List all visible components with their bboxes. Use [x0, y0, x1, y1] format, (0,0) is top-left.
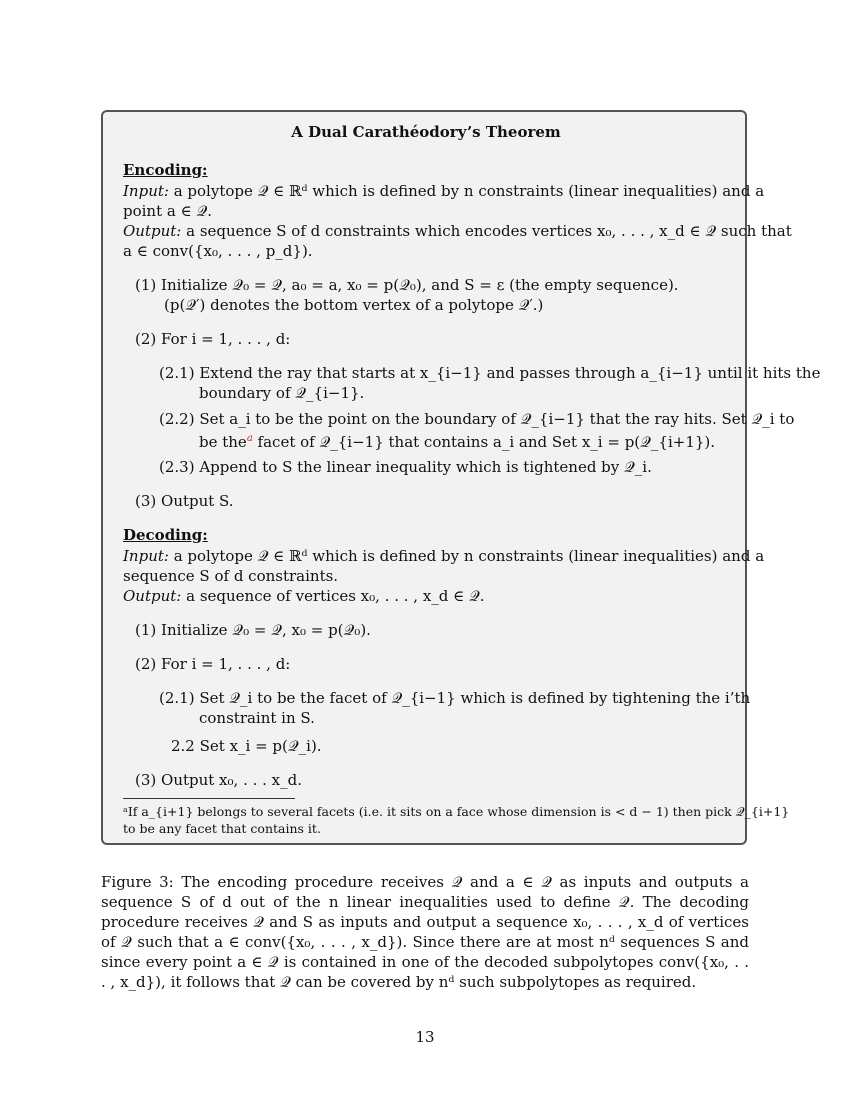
figure-caption: Figure 3: The encoding procedure receives 𝒬 and a ∈ 𝒬 as inputs and outputs a sequence S of d out of the n linear inequalities used to define 𝒬. The decoding procedure receives 𝒬 and S as inputs and output a sequence x₀, . . . , x_d of vertices of 𝒬 such that a ∈ conv({x₀, . . . , x_d}). Since there are at most nᵈ sequences S and since every point a ∈ 𝒬 is contained in one of the decoded subpolytopes conv({x₀, . . . , x_d}), it follows that 𝒬 can be covered by nᵈ such subpolytopes as required. — [101, 873, 749, 991]
box-title: A Dual Carathéodory’s Theorem — [291, 123, 561, 141]
footnote-rule — [123, 798, 295, 799]
decoding-step-2-2: 2.2 Set x_i = p(𝒬_i). — [171, 737, 322, 755]
algorithm-box — [101, 110, 821, 845]
decoding-output-label: Output: — [123, 587, 182, 605]
decoding-output-line-1 — [123, 586, 485, 606]
encoding-output-label: Output: — [123, 222, 182, 240]
decoding-input-label: Input: — [123, 547, 169, 565]
encoding-step-2-2b — [199, 429, 715, 452]
encoding-step-1a: (1) Initialize 𝒬₀ = 𝒬, a₀ = a, x₀ = p(𝒬₀), and S = ε (the empty sequence). — [135, 276, 679, 294]
decoding-step-2-1b: constraint in S. — [199, 709, 315, 727]
encoding-step-1b: (p(𝒬′) denotes the bottom vertex of a polytope 𝒬′.) — [164, 296, 544, 314]
decoding-output-text-1: a sequence of vertices x₀, . . . , x_d ∈ 𝒬. — [181, 587, 485, 605]
page-number: 13 — [415, 1028, 435, 1046]
encoding-step-2-3: (2.3) Append to S the linear inequality which is tightened by 𝒬_i. — [159, 458, 652, 476]
decoding-step-2: (2) For i = 1, . . . , d: — [135, 655, 291, 673]
decoding-input-text-1: a polytope 𝒬 ∈ ℝᵈ which is defined by n constraints (linear inequalities) and a — [168, 547, 765, 565]
encoding-output-text-2: a ∈ conv({x₀, . . . , p_d}). — [123, 242, 313, 260]
decoding-header: Decoding: — [123, 526, 208, 544]
encoding-input-text-2: point a ∈ 𝒬. — [123, 202, 213, 220]
encoding-step-2-2a: (2.2) Set a_i to be the point on the boundary of 𝒬_{i−1} that the ray hits. Set 𝒬_i to — [159, 410, 795, 428]
encoding-step-2-1b: boundary of 𝒬_{i−1}. — [199, 384, 365, 402]
decoding-input-text-2: sequence S of d constraints. — [123, 567, 339, 585]
encoding-output-text-1: a sequence S of d constraints which encodes vertices x₀, . . . , x_d ∈ 𝒬 such that — [181, 222, 792, 240]
encoding-step-2: (2) For i = 1, . . . , d: — [135, 330, 291, 348]
decoding-step-3: (3) Output x₀, . . . x_d. — [135, 771, 303, 789]
footnote-marker[interactable]: a — [246, 433, 253, 444]
encoding-header: Encoding: — [123, 161, 208, 179]
encoding-output-line-1 — [123, 221, 792, 241]
encoding-step-2-2b-part2: facet of 𝒬_{i−1} that contains a_i and Set x_i = p(𝒬_{i+1}). — [252, 433, 716, 451]
encoding-input-line-1 — [123, 181, 764, 201]
decoding-step-1: (1) Initialize 𝒬₀ = 𝒬, x₀ = p(𝒬₀). — [135, 621, 371, 639]
footnote-line-2: to be any facet that contains it. — [123, 821, 321, 836]
encoding-step-2-1a: (2.1) Extend the ray that starts at x_{i−1} and passes through a_{i−1} until it hits the — [159, 364, 821, 382]
encoding-step-2-2b-part1: be the — [199, 433, 247, 451]
encoding-input-label: Input: — [123, 182, 169, 200]
decoding-step-2-1a: (2.1) Set 𝒬_i to be the facet of 𝒬_{i−1} which is defined by tightening the i’th — [159, 689, 751, 707]
encoding-input-text-1: a polytope 𝒬 ∈ ℝᵈ which is defined by n constraints (linear inequalities) and a — [168, 182, 765, 200]
footnote-line-1: ᵃIf a_{i+1} belongs to several facets (i.e. it sits on a face whose dimension is < d − 1) then pick 𝒬_{i+1} — [123, 804, 790, 819]
encoding-step-3: (3) Output S. — [135, 492, 234, 510]
decoding-input-line-1 — [123, 546, 764, 566]
